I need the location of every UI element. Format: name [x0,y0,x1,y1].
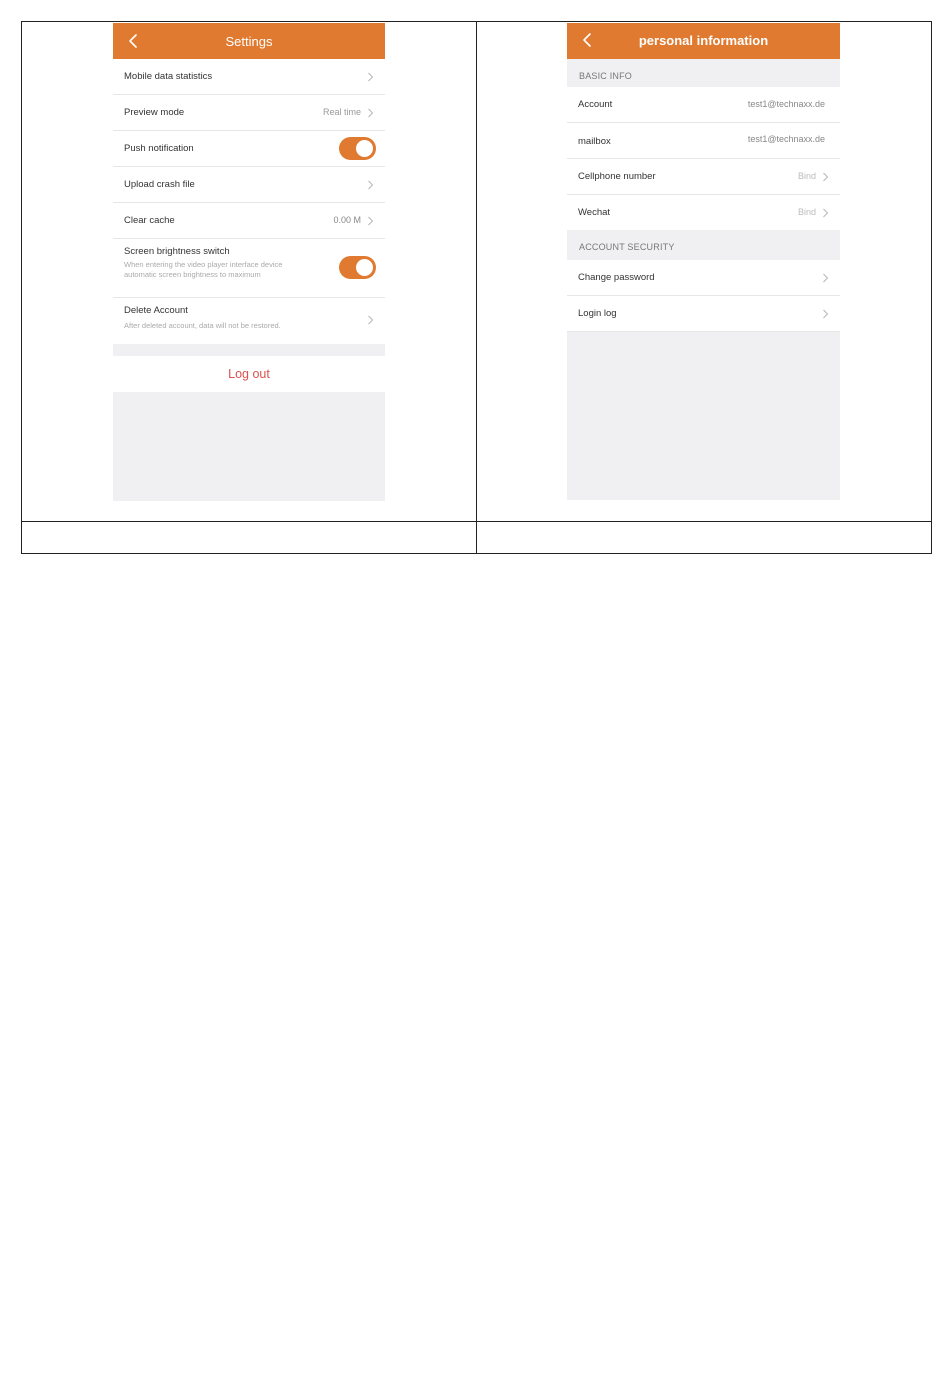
chevron-right-icon [367,315,374,325]
chevron-right-icon [367,72,374,82]
row-label: Delete Account [124,305,188,316]
row-clear-cache[interactable] [113,203,385,239]
basic-info-list [567,87,840,230]
row-account [567,87,840,123]
toggle-knob [356,140,373,157]
account-value: test1@technaxx.de [747,99,825,109]
settings-navbar [113,23,385,59]
chevron-right-icon [822,208,829,218]
section-header-basic-info [567,59,840,87]
row-preview-mode[interactable] [113,95,385,131]
chevron-right-icon [822,172,829,182]
row-mailbox [567,123,840,159]
row-label: Wechat [578,207,611,218]
row-label: Change password [578,272,655,283]
row-push-notification [113,131,385,167]
screen-brightness-toggle[interactable] [339,256,376,279]
row-login-log[interactable] [567,296,840,332]
page-title: Settings [225,34,273,49]
toggle-knob [356,259,373,276]
row-label: Login log [578,308,617,319]
row-label: Screen brightness switch [124,246,230,257]
document-table [21,21,932,554]
table-divider-horizontal [22,521,931,522]
settings-list [113,59,385,344]
row-label: Mobile data statistics [124,71,213,82]
row-change-password[interactable] [567,260,840,296]
wechat-bind-value: Bind [797,207,816,217]
account-security-list [567,260,840,332]
push-notification-toggle[interactable] [339,137,376,160]
settings-screen [113,23,385,501]
row-label: Clear cache [124,215,175,226]
mailbox-value: test1@technaxx.de [747,134,825,144]
section-title: ACCOUNT SECURITY [579,242,675,252]
row-label: Preview mode [124,107,185,118]
cache-size-value: 0.00 M [333,215,361,225]
row-wechat[interactable] [567,195,840,230]
row-label: Cellphone number [578,171,656,182]
row-label: mailbox [578,136,611,147]
section-title: BASIC INFO [579,71,633,81]
chevron-right-icon [822,309,829,319]
section-header-account-security [567,230,840,260]
row-label: Account [578,99,613,110]
chevron-right-icon [367,216,374,226]
row-label: Push notification [124,143,194,154]
personal-information-screen [567,23,840,500]
section-gap [113,344,385,356]
chevron-right-icon [822,273,829,283]
row-label: Upload crash file [124,179,195,190]
preview-mode-value: Real time [322,107,361,117]
row-screen-brightness-switch [113,239,385,298]
chevron-right-icon [367,108,374,118]
logout-button[interactable]: Log out [113,356,385,392]
row-cellphone-number[interactable] [567,159,840,195]
cellphone-bind-value: Bind [797,171,816,181]
personal-navbar [567,23,840,59]
page-title: personal information [638,33,769,48]
chevron-right-icon [367,180,374,190]
row-delete-account[interactable] [113,298,385,344]
brightness-description: When entering the video player interface device automatic screen brightness to maximum [124,260,283,279]
row-mobile-data-statistics[interactable] [113,59,385,95]
table-divider-vertical [476,22,477,553]
delete-account-description: After deleted account, data will not be restored. [124,321,281,330]
row-upload-crash-file[interactable] [113,167,385,203]
